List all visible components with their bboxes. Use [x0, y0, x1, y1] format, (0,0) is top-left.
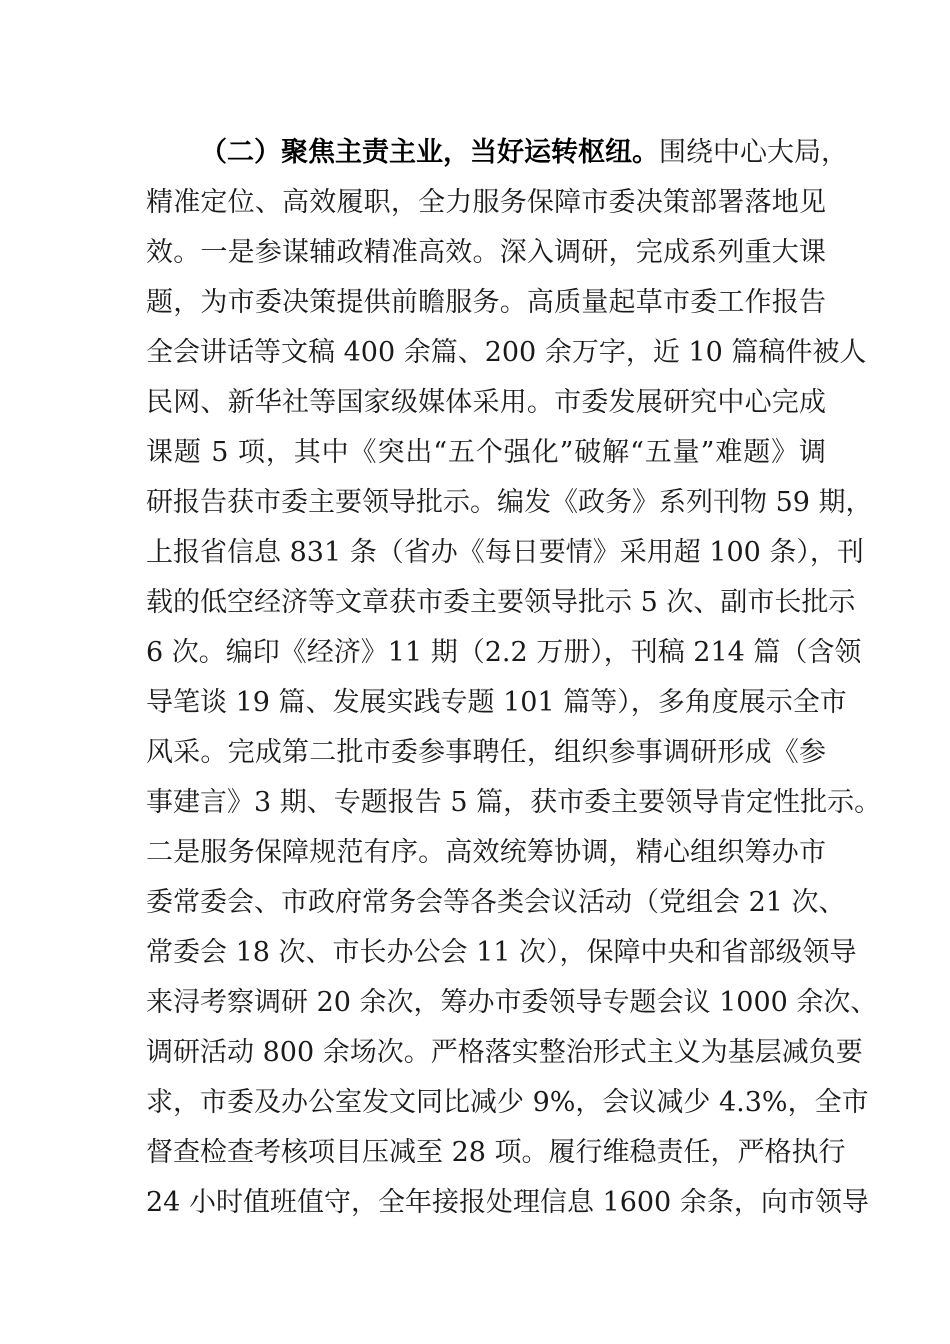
text-line: 课题 5 项，其中《突出“五个强化”破解“五量”难题》调 [146, 437, 826, 468]
text-line: 6 次。编印《经济》11 期（2.2 万册），刊稿 214 篇（含领 [146, 637, 862, 668]
text-line: 常委会 18 次、市长办公会 11 次），保障中央和省部级领导 [146, 937, 857, 968]
text-line: 精准定位、高效履职，全力服务保障市委决策部署落地见 [146, 187, 826, 218]
text-line: 效。一是参谋辅政精准高效。深入调研，完成系列重大课 [146, 237, 826, 268]
text-line: 研报告获市委主要领导批示。编发《政务》系列刊物 59 期， [146, 487, 873, 518]
text-line: 督查检查考核项目压减至 28 项。履行维稳责任，严格执行 [146, 1137, 846, 1168]
text-line: 24 小时值班值守，全年接报处理信息 1600 余条，向市领导 [146, 1187, 869, 1218]
text-line: 民网、新华社等国家级媒体采用。市委发展研究中心完成 [146, 387, 826, 418]
text-line: 导笔谈 19 篇、发展实践专题 101 篇等），多角度展示全市 [146, 687, 847, 718]
text-line-segment: 围绕中心大局， [659, 137, 848, 168]
text-line: 求，市委及办公室发文同比减少 9%，会议减少 4.3%，全市 [146, 1087, 869, 1118]
text-line: 来浔考察调研 20 余次，筹办市委领导专题会议 1000 余次、 [146, 987, 878, 1018]
text-line: 事建言》3 期、专题报告 5 篇，获市委主要领导肯定性批示。 [146, 787, 882, 818]
text-line: 风采。完成第二批市委参事聘任，组织参事调研形成《参 [146, 737, 826, 768]
text-line: 载的低空经济等文章获市委主要领导批示 5 次、副市长批示 [146, 587, 856, 618]
text-line: 全会讲话等文稿 400 余篇、200 余万字，近 10 篇稿件被人 [146, 337, 867, 368]
text-line: 二是服务保障规范有序。高效统筹协调，精心组织筹办市 [146, 837, 826, 868]
text-line: 上报省信息 831 条（省办《每日要情》采用超 100 条），刊 [146, 537, 864, 568]
section-heading: （二）聚焦主责主业，当好运转枢纽。 [200, 137, 659, 168]
text-line: 题，为市委决策提供前瞻服务。高质量起草市委工作报告 [146, 287, 826, 318]
text-line [200, 128, 848, 178]
text-line: 委常委会、市政府常务会等各类会议活动（党组会 21 次、 [146, 887, 846, 918]
text-line: 调研活动 800 余场次。严格落实整治形式主义为基层减负要 [146, 1037, 863, 1068]
